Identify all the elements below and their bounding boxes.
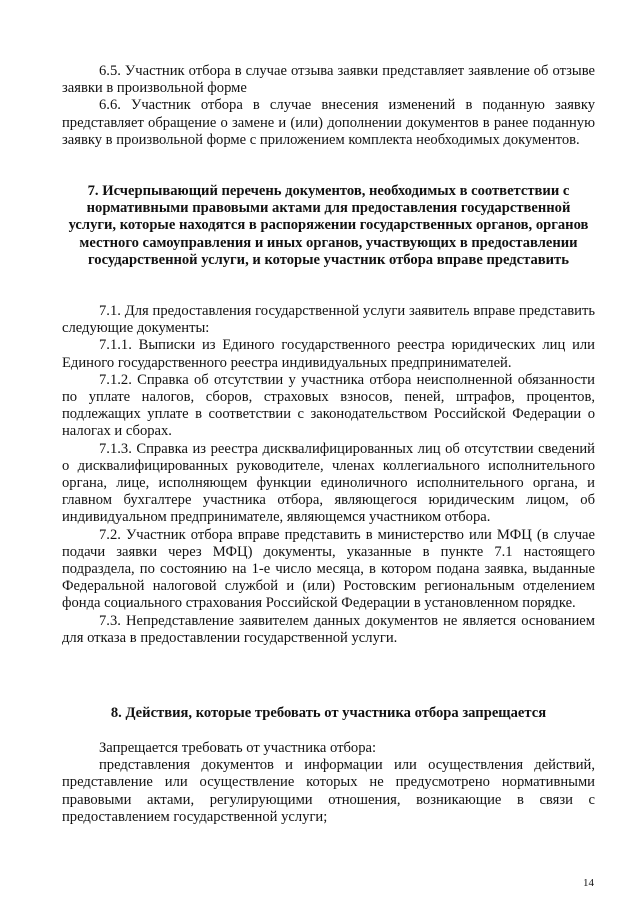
paragraph-6-5: 6.5. Участник отбора в случае отзыва заявки представляет заявление об отзыве заявки в произвольной форме: [62, 63, 595, 97]
paragraph-7-1-1: 7.1.1. Выписки из Единого государственного реестра юридических лиц или Единого государственного реестра индивидуальных предпринимателей.: [62, 337, 595, 371]
section-8-heading: 8. Действия, которые требовать от участника отбора запрещается: [110, 705, 547, 721]
paragraph-7-3: 7.3. Непредставление заявителем данных документов не является основанием для отказа в предоставлении государственной услуги.: [62, 612, 595, 646]
paragraph-6-6: 6.6. Участник отбора в случае внесения изменений в поданную заявку представляет обращение о замене и (или) дополнении документов в ранее поданную заявку в произвольной форме с приложением комплекта необходимых документов.: [62, 97, 595, 148]
paragraph-7-1: 7.1. Для предоставления государственной услуги заявитель вправе представить следующие документы:: [62, 303, 595, 337]
section-8-text: [62, 740, 595, 826]
paragraph-8-intro: Запрещается требовать от участника отбора:: [99, 740, 377, 756]
paragraph-7-1-2: 7.1.2. Справка об отсутствии у участника отбора неисполненной обязанности по уплате налогов, сборов, страховых взносов, пеней, штрафов, процентов, подлежащих уплате в соответствии с законодательством Российской Федерации о налогах и сборах.: [62, 371, 595, 440]
section-7-heading: 7. Исчерпывающий перечень документов, необходимых в соответствии с нормативными правовыми актами для предоставления государственной услуги, которые находятся в распоряжении государственных органов, органов местного самоуправления и иных органов, участвующих в предоставлении государственной услуги, и которые участник отбора вправе представить: [68, 183, 589, 268]
section-7-text: [62, 303, 595, 647]
paragraph-7-1-3: 7.1.3. Справка из реестра дисквалифицированных лиц об отсутствии сведений о дисквалифицированных руководителе, членах коллегиального исполнительного органа, лице, исполняющем функции единоличного исполнительного органа, и главном бухгалтере участника отбора, являющегося юридическим лицом, об индивидуальном предпринимателе, являющемся участником отбора.: [62, 440, 595, 526]
section-6-text: [62, 63, 595, 149]
paragraph-7-2: 7.2. Участник отбора вправе представить в министерство или МФЦ (в случае подачи заявки через МФЦ) документы, указанные в пункте 7.1 настоящего подраздела, по состоянию на 1-е число месяца, в котором подана заявка, выданные Федеральной налоговой службой и (или) Ростовским региональным отделением фонда социального страхования Российской Федерации в установленном порядке.: [62, 526, 595, 612]
page-number: 14: [583, 877, 594, 889]
paragraph-8-item: представления документов и информации или осуществления действий, представление или осуществление которых не предусмотрено нормативными правовыми актами, регулирующими отношения, возникающие в связи с предоставлением государственной услуги;: [62, 757, 595, 825]
